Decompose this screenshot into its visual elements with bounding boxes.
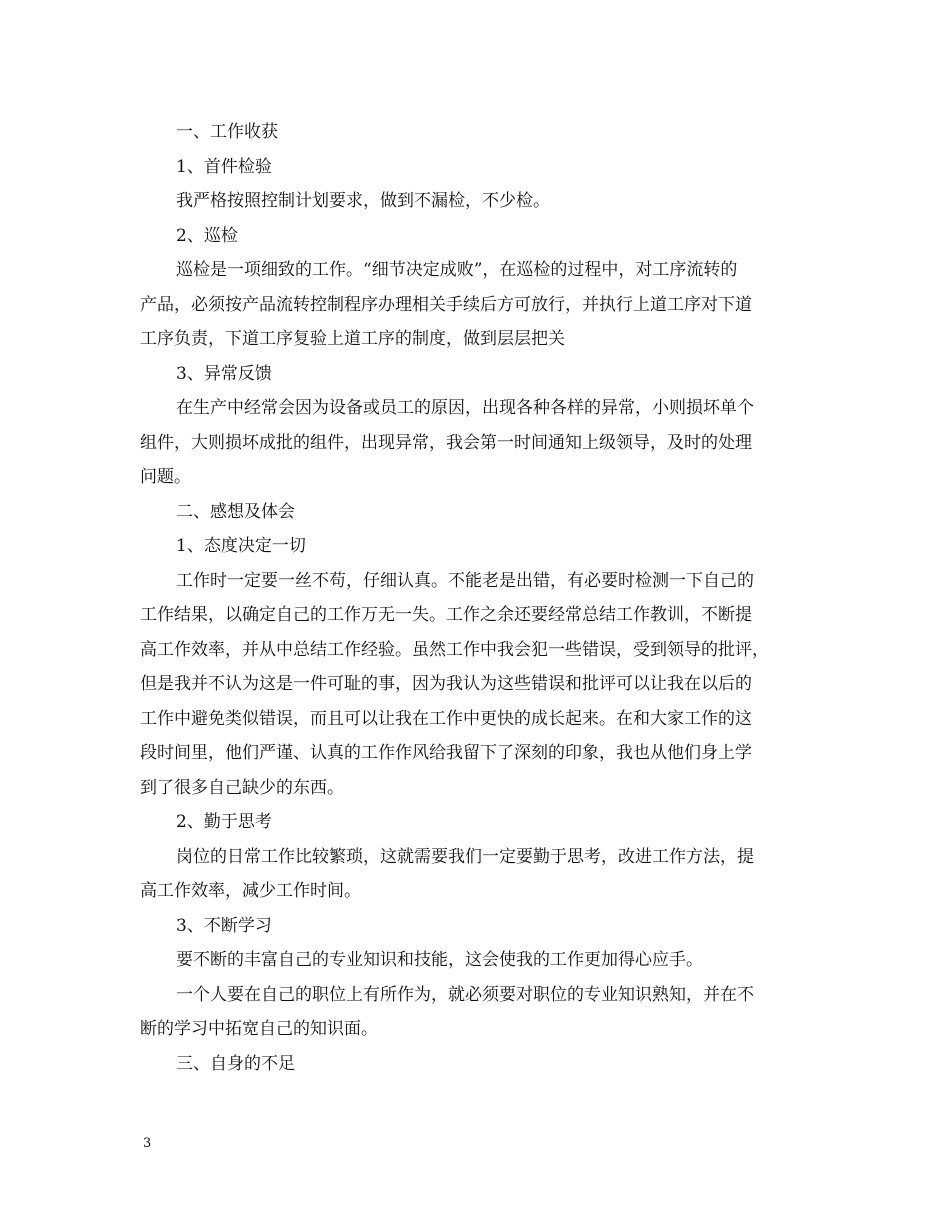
subheading-keep-learning: 3、不断学习 [176, 915, 272, 936]
subheading-exception-feedback: 3、异常反馈 [176, 363, 272, 384]
paragraph-line: 岗位的日常工作比较繁琐，这就需要我们一定要勤于思考，改进工作方法，提 [176, 846, 754, 867]
heading-work-gains: 一、工作收获 [176, 122, 278, 142]
paragraph-line: 一个人要在自己的职位上有所作为，就必须要对职位的专业知识熟知，并在不 [176, 984, 754, 1005]
paragraph-line: 高工作效率，并从中总结工作经验。虽然工作中我会犯一些错误，受到领导的批评， [140, 639, 769, 660]
document-body [140, 115, 820, 1081]
paragraph-line: 但是我并不认为这是一件可耻的事，因为我认为这些错误和批评可以让我在以后的 [140, 674, 752, 694]
heading-shortcomings: 三、自身的不足 [176, 1053, 295, 1074]
paragraph-line: 问题。 [140, 467, 191, 487]
subheading-patrol-inspection: 2、巡检 [176, 225, 238, 246]
subheading-first-article-inspection: 1、首件检验 [176, 156, 272, 177]
paragraph-line: 组件，大则损坏成批的组件，出现异常，我会第一时间通知上级领导，及时的处理 [140, 432, 752, 453]
paragraph-line: 巡检是一项细致的工作。“细节决定成败”，在巡检的过程中，对工序流转的 [176, 260, 738, 280]
paragraph-line: 我严格按照控制计划要求，做到不漏检，不少检。 [176, 191, 550, 211]
paragraph-line: 工序负责，下道工序复验上道工序的制度，做到层层把关 [140, 329, 565, 349]
paragraph-line: 工作时一定要一丝不苟，仔细认真。不能老是出错，有必要时检测一下自己的 [176, 570, 754, 591]
paragraph-line: 到了很多自己缺少的东西。 [140, 777, 344, 798]
paragraph-line: 要不断的丰富自己的专业知识和技能，这会使我的工作更加得心应手。 [176, 950, 703, 970]
subheading-attitude: 1、态度决定一切 [176, 536, 306, 556]
paragraph-line: 断的学习中拓宽自己的知识面。 [140, 1019, 378, 1039]
paragraph-line: 工作结果，以确定自己的工作万无一失。工作之余还要经常总结工作教训，不断提 [140, 605, 752, 625]
subheading-think-diligently: 2、勤于思考 [176, 812, 272, 832]
page-number: 3 [143, 1136, 152, 1151]
heading-reflections: 二、感想及体会 [176, 501, 295, 522]
paragraph-line: 高工作效率，减少工作时间。 [140, 881, 361, 901]
paragraph-line: 工作中避免类似错误，而且可以让我在工作中更快的成长起来。在和大家工作的这 [140, 708, 752, 729]
paragraph-line: 段时间里，他们严谨、认真的工作作风给我留下了深刻的印象，我也从他们身上学 [140, 743, 752, 763]
paragraph-line: 产品，必须按产品流转控制程序办理相关手续后方可放行，并执行上道工序对下道 [140, 294, 752, 315]
paragraph-line: 在生产中经常会因为设备或员工的原因，出现各种各样的异常，小则损坏单个 [176, 398, 754, 418]
